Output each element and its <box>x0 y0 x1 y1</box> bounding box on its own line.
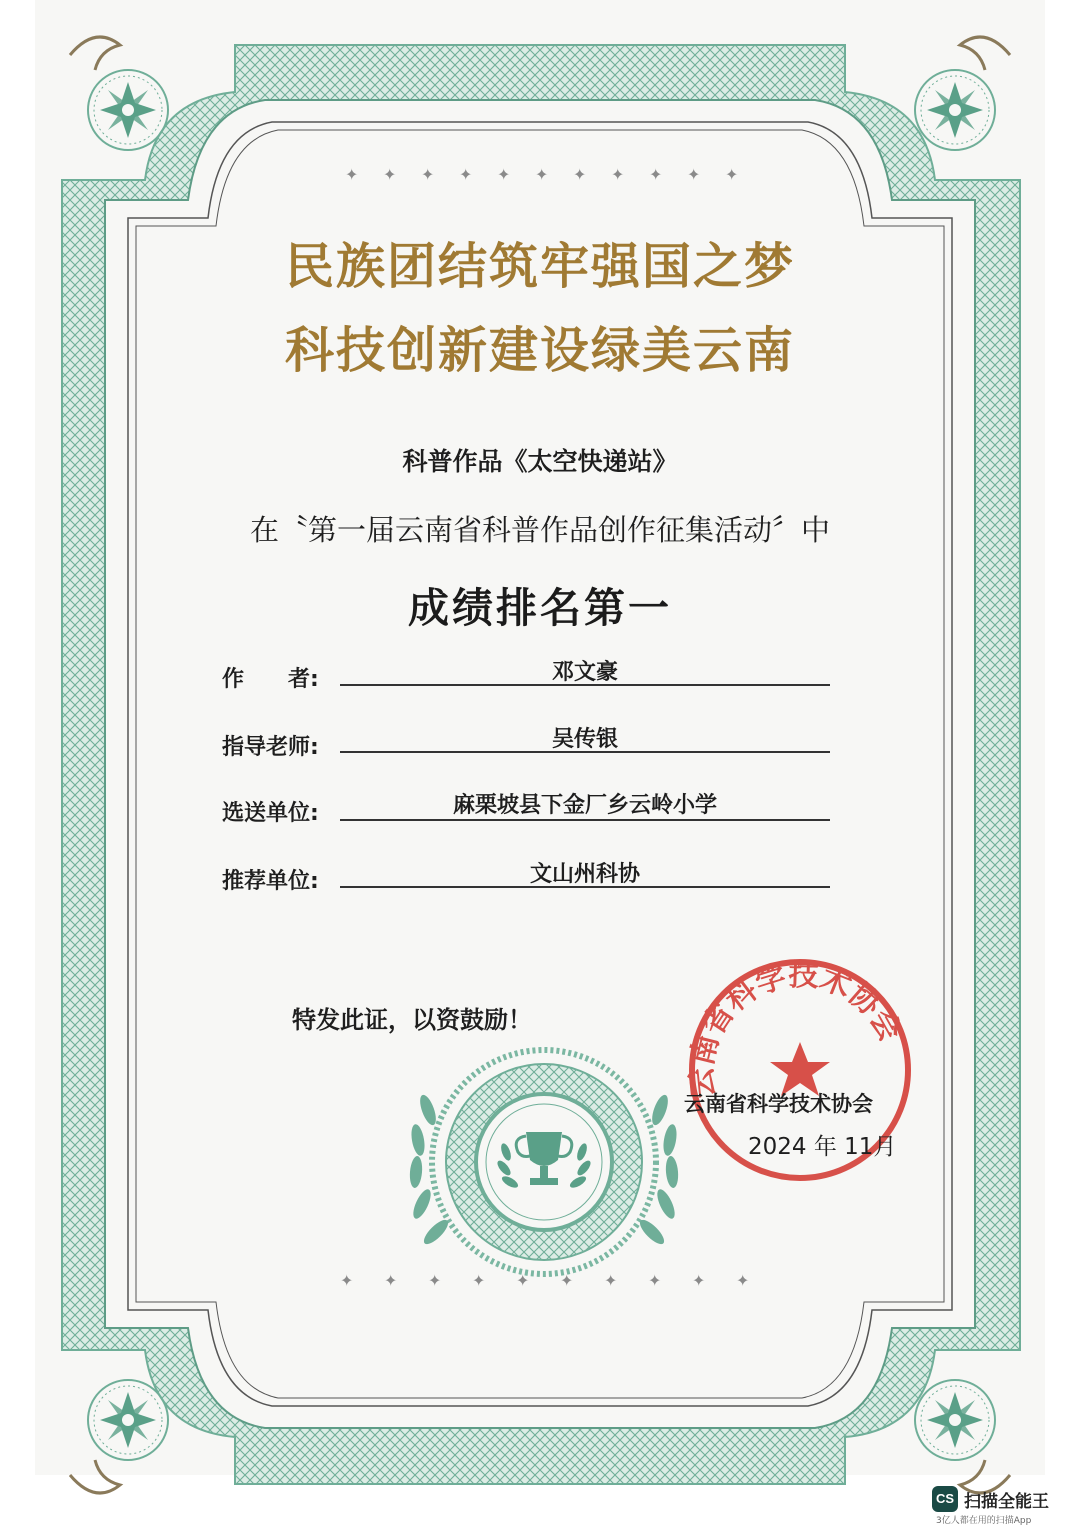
recommending-unit-value: 文山州科协 <box>529 862 640 887</box>
advisor-label: 指导老师: <box>222 735 319 760</box>
corner-flourish-icon <box>88 1380 168 1460</box>
star-icon: ✦ <box>516 1271 530 1290</box>
corner-flourish-icon <box>88 70 168 150</box>
star-icon: ✦ <box>345 165 359 184</box>
star-icon: ✦ <box>535 165 549 184</box>
certificate-title-line1: 民族团结筑牢强国之梦 <box>284 237 795 295</box>
submitting-unit-value: 麻栗坡县下金厂乡云岭小学 <box>452 793 717 818</box>
star-icon: ✦ <box>497 165 511 184</box>
author-label: 作 者: <box>222 667 319 692</box>
encouragement-text: 特发此证，以资鼓励！ <box>292 1006 532 1034</box>
star-icon: ✦ <box>560 1271 574 1290</box>
recommending-unit-label: 推荐单位: <box>222 869 319 894</box>
star-icon: ✦ <box>384 1271 398 1290</box>
rank-line: 成绩排名第一 <box>408 584 672 632</box>
star-icon: ✦ <box>421 165 435 184</box>
scanner-app-name: 扫描全能王 <box>964 1492 1049 1512</box>
submitting-unit-label: 选送单位: <box>222 801 319 826</box>
scanner-slogan: 3亿人都在用的扫描App <box>936 1516 1032 1526</box>
author-underline <box>340 684 830 686</box>
advisor-underline <box>340 751 830 753</box>
star-icon: ✦ <box>340 1271 354 1290</box>
star-icon: ✦ <box>459 165 473 184</box>
star-icon: ✦ <box>573 165 587 184</box>
advisor-value: 吴传银 <box>551 727 618 752</box>
corner-flourish-icon <box>915 1380 995 1460</box>
corner-flourish-icon <box>915 70 995 150</box>
certificate-title-line2: 科技创新建设绿美云南 <box>284 321 795 379</box>
star-icon: ✦ <box>692 1271 706 1290</box>
issuer-name: 云南省科学技术协会 <box>684 1092 873 1116</box>
issue-date: 2024 年 11月 <box>748 1134 897 1160</box>
submitting-unit-underline <box>340 819 830 821</box>
activity-line: 在〝第一届云南省科普作品创作征集活动〞中 <box>249 513 830 547</box>
star-icon: ✦ <box>648 1271 662 1290</box>
author-value: 邓文豪 <box>551 660 618 685</box>
star-icon: ✦ <box>428 1271 442 1290</box>
star-icon: ✦ <box>649 165 663 184</box>
star-icon: ✦ <box>611 165 625 184</box>
scanner-watermark <box>932 1486 1070 1524</box>
star-icon: ✦ <box>604 1271 618 1290</box>
svg-text:云南省科学技术协会: 云南省科学技术协会 <box>684 957 908 1100</box>
star-icon: ✦ <box>725 165 739 184</box>
star-icon: ✦ <box>736 1271 750 1290</box>
star-icon: ✦ <box>383 165 397 184</box>
camscanner-logo-icon: CS <box>932 1486 958 1512</box>
star-icon: ✦ <box>472 1271 486 1290</box>
work-title: 科普作品《太空快递站》 <box>402 447 678 476</box>
star-icon: ✦ <box>687 165 701 184</box>
recommending-unit-underline <box>340 886 830 888</box>
